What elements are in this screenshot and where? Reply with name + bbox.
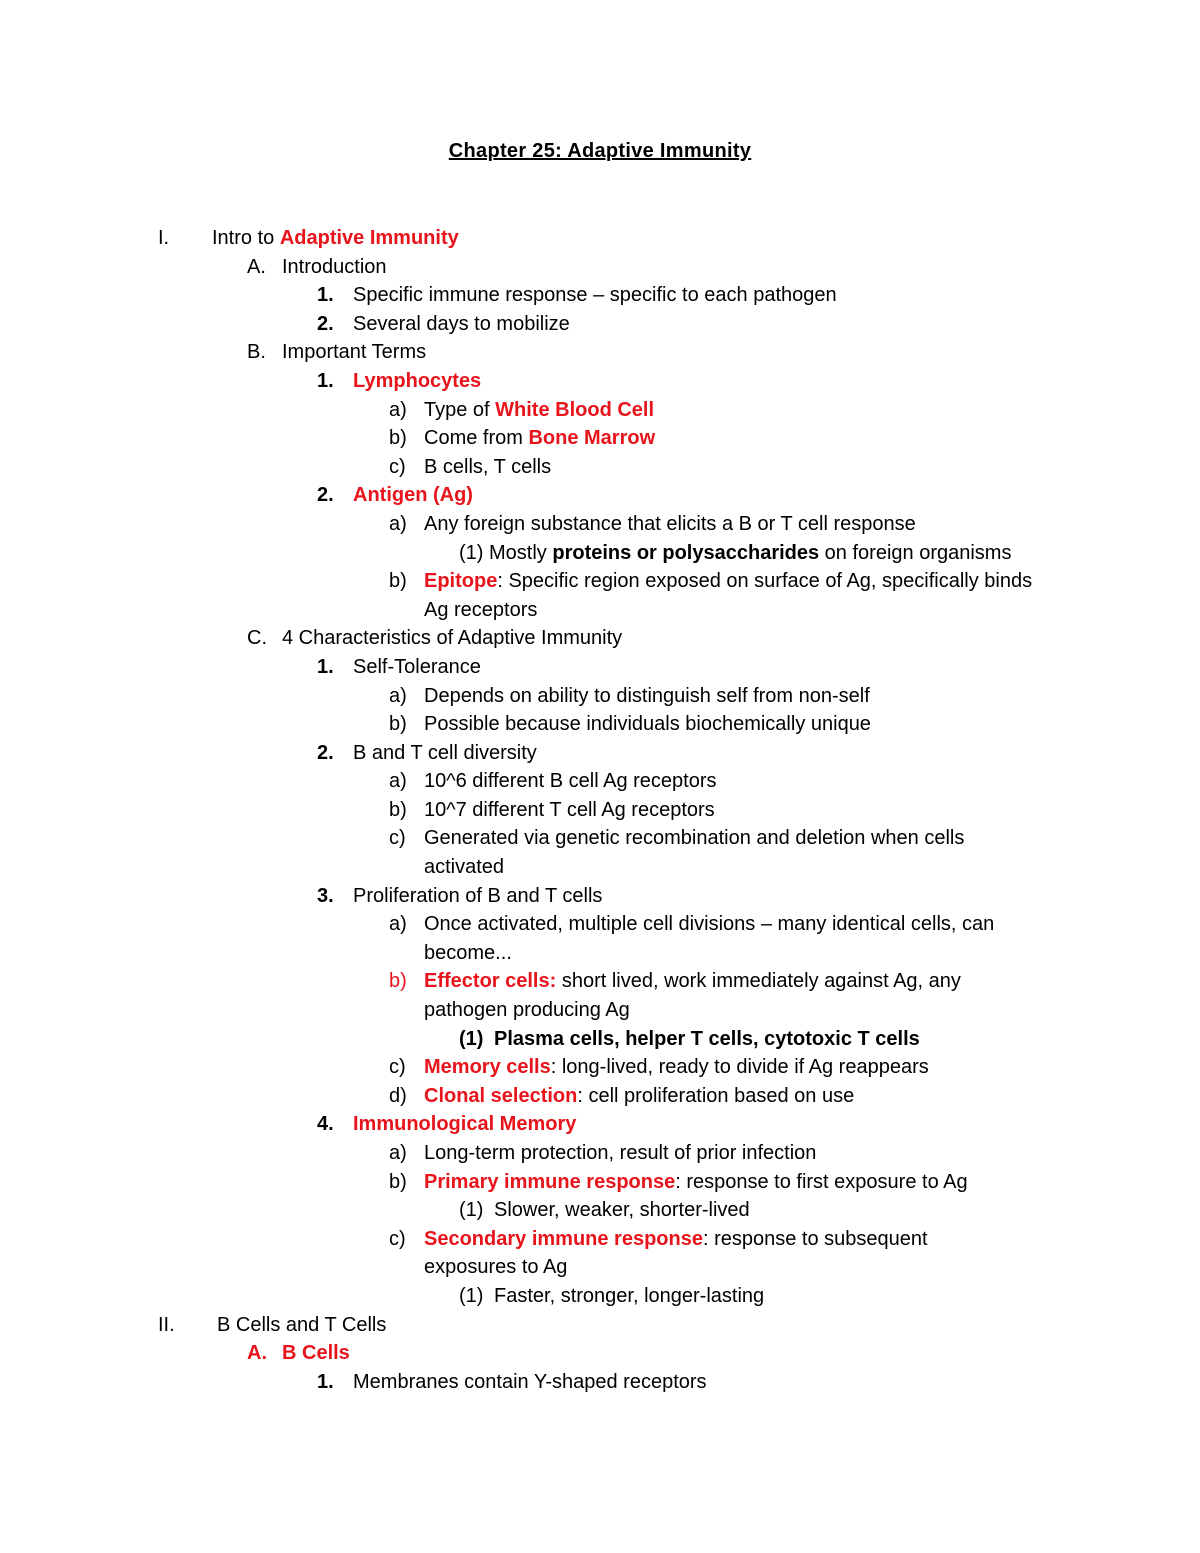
subitem-letter: c) [389,1227,406,1250]
subsubitem-number: (1) [459,1284,484,1307]
list-item [0,739,1200,768]
item-number: 3. [317,884,334,907]
subitem-letter: b) [389,1170,407,1193]
subsection-a [0,1339,1200,1368]
section-heading [212,224,459,253]
subitem-text: 10^6 different B cell Ag receptors [424,770,717,793]
list-subitem [0,567,1200,624]
subitem-letter: a) [389,512,407,535]
highlight-term: Effector cells: [424,970,557,993]
list-subitem [0,710,1200,739]
subitem-tail: : response to subsequent exposures to Ag [424,1227,928,1279]
subitem-lead: Type of [424,398,496,421]
subitem-text: B cells, T cells [424,455,552,478]
highlight-term: Bone Marrow [528,427,656,450]
subsection-heading: B Cells [282,1342,350,1365]
highlight-term: Clonal selection [424,1084,578,1107]
list-subitem [0,1168,1200,1197]
item-text: B and T cell diversity [353,741,537,764]
list-subitem [0,796,1200,825]
subitem-letter: b) [389,970,407,993]
list-item [0,882,1200,911]
item-text: Antigen (Ag) [353,484,473,507]
list-subitem [0,1139,1200,1168]
subsection-letter: A. [247,255,266,278]
list-subitem [0,396,1200,425]
list-item [0,1368,1200,1397]
subsubitem-text: Slower, weaker, shorter-lived [494,1199,750,1222]
item-number: 2. [317,484,334,507]
subitem-text: Once activated, multiple cell divisions – many identical cells, can become... [424,913,995,964]
subitem-tail: : Specific region exposed on surface of Ag, specifically binds Ag receptors [424,570,1033,621]
subitem-text [424,1225,1004,1282]
subitem-text: Any foreign substance that elicits a B or T cell response [424,512,916,535]
subitem-lead: Come from [424,427,529,450]
subsubitem-text: Plasma cells, helper T cells, cytotoxic T cells [494,1027,920,1050]
list-subitem [0,424,1200,453]
subsection-heading: Important Terms [282,341,427,364]
highlight-term: Adaptive Immunity [279,227,459,249]
item-number: 1. [317,1370,334,1393]
highlight-term: Epitope [424,570,498,593]
subitem-text: Generated via genetic recombination and deletion when cells activated [424,827,965,879]
subsubitem-tail: on foreign organisms [819,541,1012,564]
subitem-tail: : cell proliferation based on use [577,1084,855,1107]
outline [0,224,1200,1396]
list-subitem [0,967,1200,1024]
section-number: I. [158,227,170,249]
list-subsubitem [0,539,1200,568]
item-number: 2. [317,741,334,764]
item-text: Immunological Memory [353,1113,577,1136]
highlight-term: Secondary immune response [424,1227,703,1250]
subitem-text [424,567,1044,624]
list-subitem [0,1053,1200,1082]
subsection-letter: B. [247,341,266,364]
subsection-a [0,253,1200,282]
subitem-letter: b) [389,570,407,593]
item-text: Several days to mobilize [353,312,570,335]
subitem-letter: a) [389,398,407,421]
section-number: II. [158,1313,175,1336]
subitem-text: Depends on ability to distinguish self from non-self [424,684,870,707]
list-subitem [0,1082,1200,1111]
list-subitem [0,910,1200,967]
subsubitem-number: (1) [459,541,484,564]
page-title: Chapter 25: Adaptive Immunity [448,140,752,162]
list-subsubitem [0,1025,1200,1054]
subsubitem-lead: Mostly [489,541,553,564]
section-2 [0,1311,1200,1340]
subitem-text [424,1168,1064,1197]
list-item [0,310,1200,339]
list-subitem [0,682,1200,711]
item-number: 1. [317,655,334,678]
subsection-c [0,624,1200,653]
subitem-letter: b) [389,798,407,821]
section-heading: B Cells and T Cells [217,1313,387,1336]
subsection-letter: A. [247,1342,267,1365]
subsection-letter: C. [247,627,267,650]
list-subitem [0,453,1200,482]
heading-lead: Intro to [212,227,280,249]
item-text: Self-Tolerance [353,655,481,678]
item-number: 2. [317,312,334,335]
subitem-text [424,1053,1064,1082]
subsubitem-text: Faster, stronger, longer-lasting [494,1284,765,1307]
subitem-text [424,967,1024,1024]
subitem-tail: : response to first exposure to Ag [675,1170,968,1193]
subitem-text [424,1082,1064,1111]
item-text: Proliferation of B and T cells [353,884,603,907]
subitem-letter: d) [389,1084,407,1107]
subitem-letter: a) [389,913,407,936]
subitem-text: Long-term protection, result of prior infection [424,1142,817,1164]
subsection-heading: 4 Characteristics of Adaptive Immunity [282,627,623,650]
subitem-letter: a) [389,1142,407,1164]
subsection-b [0,338,1200,367]
subitem-text: 10^7 different T cell Ag receptors [424,798,715,821]
subitem-letter: c) [389,455,406,478]
list-item [0,281,1200,310]
subsubitem-number: (1) [459,1199,484,1222]
subsection-heading: Introduction [282,255,387,278]
subitem-letter: b) [389,427,407,450]
list-item [0,653,1200,682]
item-text: Membranes contain Y-shaped receptors [353,1370,707,1393]
subitem-text: Possible because individuals biochemically unique [424,713,871,736]
list-item [0,1110,1200,1139]
bold-term: proteins or polysaccharides [552,541,820,564]
section-1 [0,224,1200,253]
item-number: 4. [317,1113,334,1136]
item-text: Specific immune response – specific to each pathogen [353,284,837,307]
subitem-text [424,396,1064,425]
subitem-letter: c) [389,1056,406,1079]
list-subsubitem [0,1196,1200,1225]
list-subitem [0,767,1200,796]
subsubitem-number: (1) [459,1027,484,1050]
item-text: Lymphocytes [353,369,482,392]
subitem-letter: a) [389,770,407,793]
list-item [0,367,1200,396]
list-subitem [0,824,1200,881]
subitem-tail: : long-lived, ready to divide if Ag reappears [550,1056,929,1079]
list-subsubitem [0,1282,1200,1311]
highlight-term: Memory cells [424,1056,551,1079]
list-subitem [0,510,1200,539]
list-subitem [0,1225,1200,1282]
subitem-tail: short lived, work immediately against Ag, any pathogen producing Ag [424,970,961,1022]
highlight-term: Primary immune response [424,1170,676,1193]
item-number: 1. [317,369,334,392]
subitem-letter: b) [389,713,407,736]
subitem-letter: a) [389,684,407,707]
list-item [0,481,1200,510]
subsubitem-text [459,539,1011,568]
item-number: 1. [317,284,334,307]
subitem-text [424,424,1064,453]
subitem-letter: c) [389,827,406,850]
highlight-term: White Blood Cell [495,398,655,421]
